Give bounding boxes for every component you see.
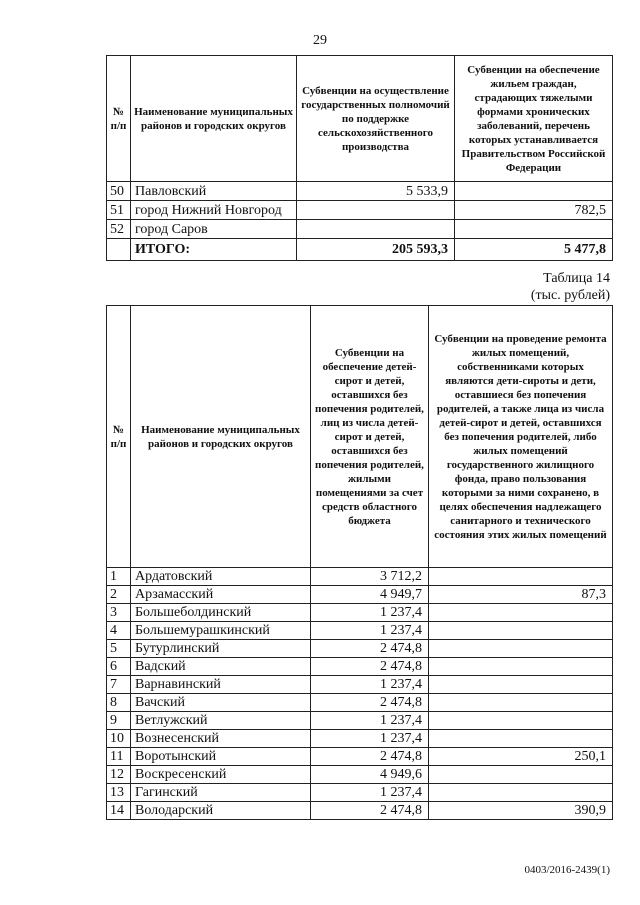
row-number: 52 [107,220,131,239]
row-col1: 4 949,6 [311,766,429,784]
table-row [107,568,613,586]
header-orphans-repair: Субвенции на проведение ремонта жилых помещений, собственниками которых являются дети-сироты и дети, оставшиеся без попечения родителей, а также лица из числа детей-сирот и детей, оставшихся без попечения родителей, либо жилых помещений государственного жилищного фонда, право пользования которыми за ними сохранено, в целях обеспечения надлежащего санитарного и технического состояния этих жилых помещений [429,306,613,568]
row-col1 [297,220,455,239]
row-number: 51 [107,201,131,220]
table-row [107,676,613,694]
header-name: Наименование муниципальных районов и городских округов [131,306,311,568]
row-col2 [429,568,613,586]
row-name: Большеболдинский [131,604,311,622]
row-col1: 1 237,4 [311,730,429,748]
table-row [107,802,613,820]
total-row [107,239,613,261]
table-row [107,622,613,640]
row-number: 7 [107,676,131,694]
table-row [107,658,613,676]
table-row [107,640,613,658]
table-row [107,694,613,712]
row-col1: 2 474,8 [311,640,429,658]
row-number: 50 [107,182,131,201]
table-row [107,712,613,730]
row-col2 [429,658,613,676]
row-number: 9 [107,712,131,730]
row-col2 [429,784,613,802]
row-col2 [429,622,613,640]
total-col1: 205 593,3 [297,239,455,261]
row-number: 10 [107,730,131,748]
table-row [107,586,613,604]
row-col1: 1 237,4 [311,604,429,622]
table-row [107,220,613,239]
row-name: Воротынский [131,748,311,766]
row-col2 [429,604,613,622]
row-col1: 5 533,9 [297,182,455,201]
header-orphans-housing: Субвенции на обеспечение детей-сирот и детей, оставшихся без попечения родителей, лиц из числа детей-сирот и детей, оставшихся без попечения родителей, жилыми помещениями за счет средств областного бюджета [311,306,429,568]
row-col1: 1 237,4 [311,712,429,730]
header-agri-subvention: Субвенции на осуществление государственных полномочий по поддержке сельскохозяйственного производства [297,56,455,182]
row-name: Арзамасский [131,586,311,604]
table-row [107,604,613,622]
row-name: Ветлужский [131,712,311,730]
row-col1: 2 474,8 [311,658,429,676]
header-num: № п/п [107,306,131,568]
row-col2 [429,640,613,658]
header-housing-subvention: Субвенции на обеспечение жильем граждан, страдающих тяжелыми формами хронических заболеваний, перечень которых устанавливается Правительством Российской Федерации [455,56,613,182]
row-number: 11 [107,748,131,766]
row-name: город Саров [131,220,297,239]
row-col2: 390,9 [429,802,613,820]
document-code: 0403/2016-2439(1) [524,864,610,876]
row-col2 [429,712,613,730]
table-caption [480,270,610,304]
row-col1 [297,201,455,220]
row-number: 3 [107,604,131,622]
row-name: Вадский [131,658,311,676]
row-col2 [429,766,613,784]
table-header-row [107,56,613,182]
page-number: 29 [313,33,327,48]
total-col2: 5 477,8 [455,239,613,261]
row-number: 14 [107,802,131,820]
row-number: 8 [107,694,131,712]
row-name: Володарский [131,802,311,820]
table-caption-unit: (тыс. рублей) [530,288,610,303]
row-name: Бутурлинский [131,640,311,658]
subventions-table-14 [106,305,613,820]
row-col2 [455,220,613,239]
row-col2 [455,182,613,201]
row-col2 [429,730,613,748]
row-number: 1 [107,568,131,586]
row-name: Вачский [131,694,311,712]
row-number: 6 [107,658,131,676]
row-number: 12 [107,766,131,784]
row-name: Гагинский [131,784,311,802]
row-col1: 4 949,7 [311,586,429,604]
row-col1: 1 237,4 [311,622,429,640]
row-name: город Нижний Новгород [131,201,297,220]
row-col1: 1 237,4 [311,784,429,802]
row-col2: 250,1 [429,748,613,766]
row-col1: 3 712,2 [311,568,429,586]
table-row [107,730,613,748]
table-row [107,748,613,766]
row-name: Павловский [131,182,297,201]
table-header-row [107,306,613,568]
row-name: Воскресенский [131,766,311,784]
row-col1: 2 474,8 [311,694,429,712]
table-row [107,784,613,802]
table-row [107,766,613,784]
row-name: Вознесенский [131,730,311,748]
table-row [107,201,613,220]
table-row [107,182,613,201]
row-name: Варнавинский [131,676,311,694]
total-label: ИТОГО: [131,239,297,261]
row-col2 [429,694,613,712]
row-name: Ардатовский [131,568,311,586]
row-number: 5 [107,640,131,658]
row-col2: 782,5 [455,201,613,220]
subventions-table-continued [106,55,613,261]
row-number: 2 [107,586,131,604]
table-caption-title: Таблица 14 [543,271,610,286]
row-col2 [429,676,613,694]
row-number: 4 [107,622,131,640]
row-number: 13 [107,784,131,802]
row-col1: 1 237,4 [311,676,429,694]
header-num: № п/п [107,56,131,182]
row-name: Большемурашкинский [131,622,311,640]
row-col1: 2 474,8 [311,748,429,766]
row-col1: 2 474,8 [311,802,429,820]
row-col2: 87,3 [429,586,613,604]
header-name: Наименование муниципальных районов и городских округов [131,56,297,182]
